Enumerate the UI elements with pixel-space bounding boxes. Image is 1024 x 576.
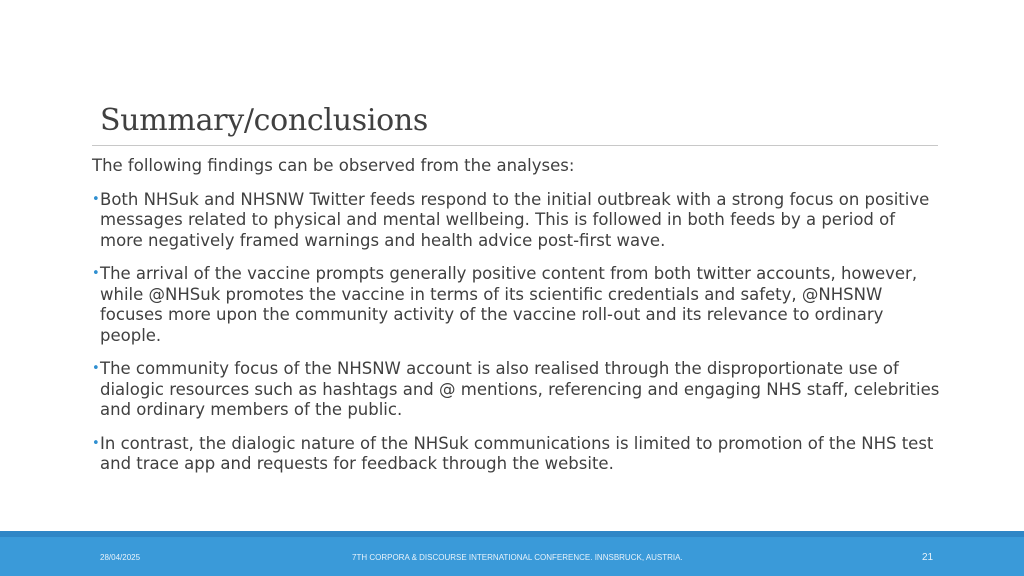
intro-text: The following findings can be observed from the analyses: — [92, 156, 575, 175]
bullet-dot-icon: • — [92, 435, 100, 451]
title-divider — [92, 145, 938, 146]
slide-body — [92, 156, 942, 488]
bullet-text: Both NHSuk and NHSNW Twitter feeds respond to the initial outbreak with a strong focus on positive messages related to physical and mental wellbeing. This is followed in both feeds by a period of more negatively framed warnings and health advice post-first wave. — [100, 189, 930, 250]
slide-number: 21 — [922, 552, 934, 563]
bullet-dot-icon: • — [92, 266, 100, 281]
bullet-dot-icon: • — [92, 191, 100, 207]
footer-conference: 7TH CORPORA & DISCOURSE INTERNATIONAL CONFERENCE. INNSBRUCK, AUSTRIA. — [352, 553, 683, 562]
bullet-item — [92, 190, 942, 252]
bullet-item — [92, 434, 942, 475]
slide-title: Summary/conclusions — [100, 103, 429, 138]
bullet-dot-icon: • — [92, 361, 100, 376]
bullet-text: In contrast, the dialogic nature of the NHSuk communications is limited to promotion of the NHS test and trace app and requests for feedback through the website. — [100, 433, 934, 473]
bullet-text: The arrival of the vaccine prompts generally positive content from both twitter accounts, however, while @NHSuk promotes the vaccine in terms of its scientific credentials and safety, @NHSNW focuses more upon the community activity of the vaccine roll-out and its relevance to ordinary people. — [100, 264, 918, 345]
bullet-text: The community focus of the NHSNW account is also realised through the disproportionate use of dialogic resources such as hashtags and @ mentions, referencing and engaging NHS staff, celebrities and ordinary members of the public. — [100, 359, 940, 419]
footer-accent-strip — [0, 531, 1024, 537]
bullet-item — [92, 359, 942, 421]
footer-date: 28/04/2025 — [100, 553, 141, 562]
bullet-item — [92, 264, 942, 346]
